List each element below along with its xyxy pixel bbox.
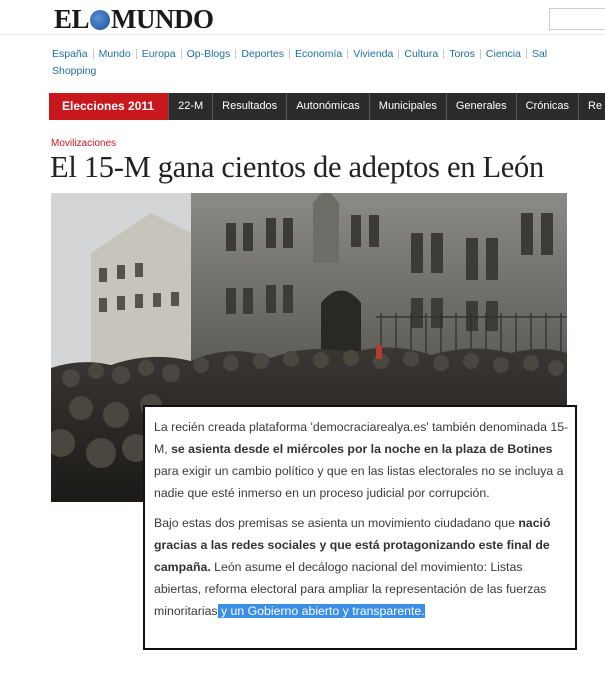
section-nav bbox=[48, 46, 588, 80]
nav-link-shopping[interactable]: Shopping bbox=[52, 65, 97, 77]
nav-link-salud[interactable]: Sal bbox=[531, 48, 548, 60]
nav-link-deportes[interactable]: Deportes bbox=[241, 48, 284, 60]
article-kicker[interactable]: Movilizaciones bbox=[51, 138, 117, 149]
article-excerpt-box bbox=[143, 405, 577, 650]
paragraph-2-text-a: Bajo estas dos premisas se asienta un movimiento ciudadano que bbox=[154, 516, 519, 530]
tab-truncated[interactable]: Re bbox=[578, 93, 605, 120]
nav-link-ciencia[interactable]: Ciencia bbox=[485, 48, 521, 60]
section-nav-row-2 bbox=[48, 63, 605, 80]
nav-link-economia[interactable]: Economía bbox=[294, 48, 343, 60]
paragraph-1-text-c: para exigir un cambio político y que en las listas electorales no se incluya a nadie que esté inmerso en un proceso judicial por corrupción. bbox=[154, 464, 564, 500]
article-title: El 15-M gana cientos de adeptos en León bbox=[50, 150, 544, 184]
paragraph-2-text-c: León asume el decálogo nacional del movimiento: Listas abiertas, reforma electoral para ampliar la representación de las fuerzas minoritarias bbox=[154, 560, 547, 618]
paragraph-1-bold: se asienta desde el miércoles por la noche en la plaza de Botines bbox=[171, 442, 553, 456]
elections-bar bbox=[49, 93, 605, 120]
section-nav-row-1 bbox=[48, 46, 605, 63]
nav-link-mundo[interactable]: Mundo bbox=[98, 48, 131, 60]
nav-link-europa[interactable]: Europa bbox=[141, 48, 176, 60]
nav-link-vivienda[interactable]: Vivienda bbox=[353, 48, 394, 60]
tab-municipales[interactable]: Municipales bbox=[369, 93, 446, 120]
selected-text-highlight[interactable]: y un Gobierno abierto y transparente. bbox=[217, 604, 425, 618]
tab-resultados[interactable]: Resultados bbox=[212, 93, 286, 120]
tab-cronicas[interactable]: Crónicas bbox=[516, 93, 578, 120]
site-logo[interactable] bbox=[54, 3, 214, 35]
elections-brand-tab[interactable]: Elecciones 2011 bbox=[49, 93, 168, 120]
tab-22m[interactable]: 22-M bbox=[168, 93, 212, 120]
nav-link-toros[interactable]: Toros bbox=[449, 48, 475, 60]
logo-text-el: EL bbox=[54, 3, 90, 34]
tab-autonomicas[interactable]: Autonómicas bbox=[286, 93, 369, 120]
header-divider bbox=[0, 34, 605, 35]
search-input[interactable] bbox=[549, 8, 605, 30]
paragraph-2-bold: nació gracias a las redes sociales y que está protagonizando este final de campaña. bbox=[154, 516, 551, 574]
article-paragraph-2 bbox=[154, 512, 569, 622]
nav-link-op-blogs[interactable]: Op-Blogs bbox=[186, 48, 231, 60]
globe-icon bbox=[90, 10, 110, 30]
nav-link-espana[interactable]: España bbox=[52, 48, 88, 60]
article-paragraph-1 bbox=[154, 416, 569, 504]
tab-generales[interactable]: Generales bbox=[446, 93, 516, 120]
logo-text-mundo: MUNDO bbox=[111, 3, 214, 34]
nav-link-cultura[interactable]: Cultura bbox=[404, 48, 439, 60]
paragraph-1-text-a: La recién creada plataforma 'democraciarealya.es' también denominada 15-M, bbox=[154, 420, 569, 456]
